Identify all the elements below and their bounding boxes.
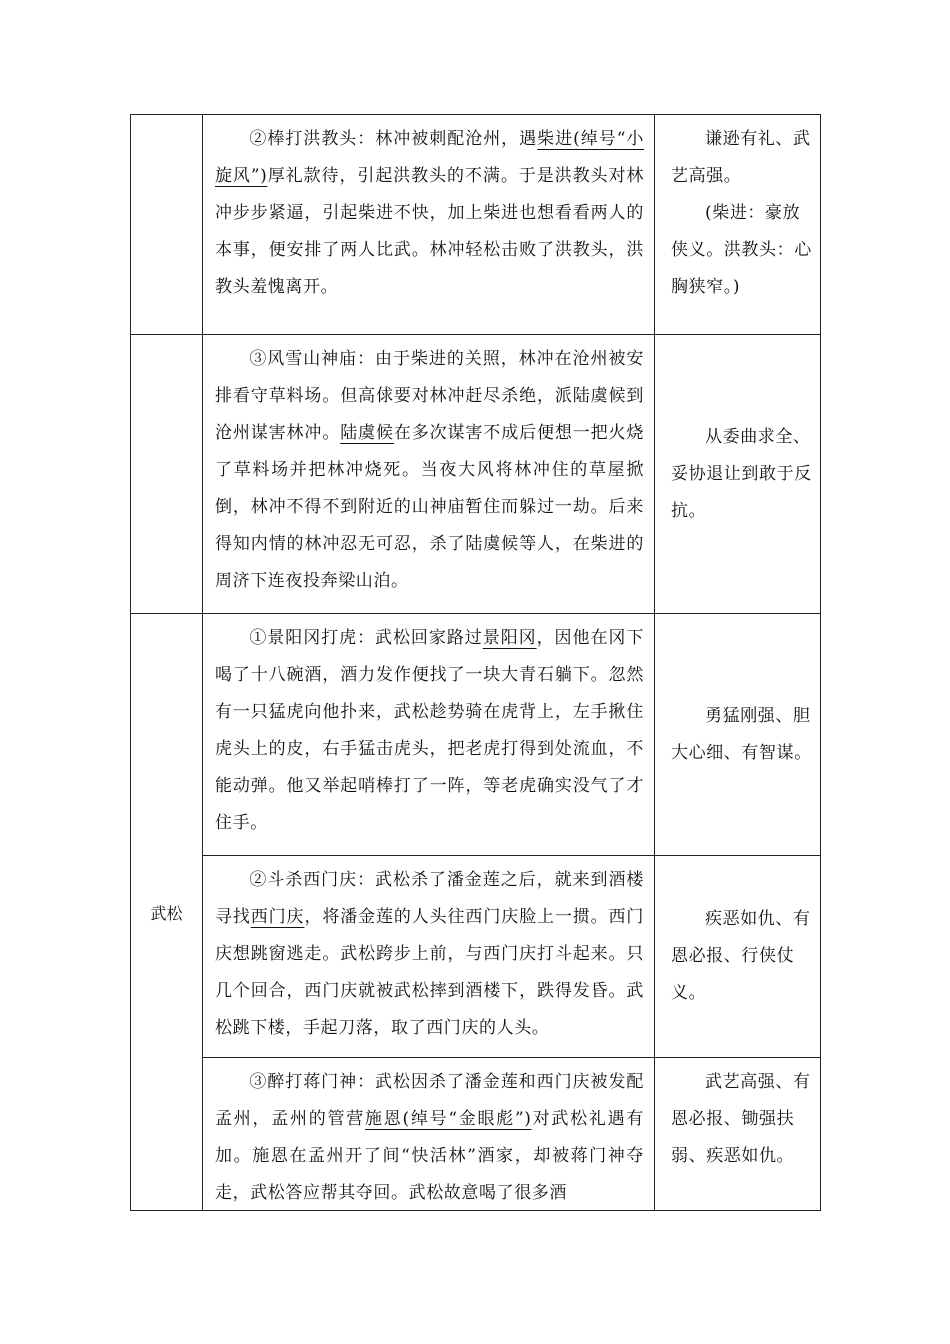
trait-cell [655,335,821,614]
character-table [130,114,821,1211]
story-text: ②斗杀西门庆：武松杀了潘金莲之后，就来到酒楼寻找西门庆，将潘金莲的人头往西门庆脸上一掼。西门庆想跳窗逃走。武松跨步上前，与西门庆打斗起来。只几个回合，西门庆就被武松摔到酒楼下，跌得发昏。武松跳下楼，手起刀落，取了西门庆的人头。 [215,870,645,1038]
story-text: ③风雪山神庙：由于柴进的关照，林冲在沧州被安排看守草料场。但高俅要对林冲赶尽杀绝，派陆虞候到沧州谋害林冲。陆虞候在多次谋害不成后便想一把火烧了草料场并把林冲烧死。当夜大风将林冲住的草屋掀倒，林冲不得不到附近的山神庙暂住而躲过一劫。后来得知内情的林冲忍无可忍，杀了陆虞候等人，在柴进的周济下连夜投奔梁山泊。 [215,349,644,591]
story-text: ②棒打洪教头：林冲被刺配沧州，遇柴进(绰号“小旋风”)厚礼款待，引起洪教头的不满。于是洪教头对林冲步步紧逼，引起柴进不快，加上柴进也想看看两人的本事，便安排了两人比武。林冲轻松击败了洪教头，洪教头羞愧离开。 [215,129,644,297]
underlined-name: 景阳冈 [482,628,537,648]
underlined-name: 陆虞候 [340,423,394,443]
trait-cell [655,856,821,1058]
trait-note: (柴进：豪放侠义。洪教头：心胸狭窄。) [671,203,812,297]
trait-text: 勇猛刚强、胆大心细、有智谋。 [671,705,812,763]
character-name: 武松 [150,903,183,923]
story-text: ①景阳冈打虎：武松回家路过景阳冈，因他在冈下喝了十八碗酒，酒力发作便找了一块大青石躺下。忽然有一只猛虎向他扑来，武松趁势骑在虎背上，左手揪住虎头上的皮，右手猛击虎头，把老虎打得到处流血，不能动弹。他又举起哨棒打了一阵，等老虎确实没气了才住手。 [215,628,644,833]
name-cell [131,614,203,1211]
trait-cell [655,1058,821,1211]
table-row [131,115,821,335]
trait-text: 武艺高强、有恩必报、锄强扶弱、疾恶如仇。 [671,1072,811,1166]
story-cell [203,856,655,1058]
story-cell [203,115,655,335]
name-cell [131,335,203,614]
table-row [131,335,821,614]
trait-text: 从委曲求全、妥协退让到敢于反抗。 [671,426,812,521]
table-row [131,1058,821,1211]
story-text: ③醉打蒋门神：武松因杀了潘金莲和西门庆被发配孟州，孟州的管营施恩(绰号“金眼彪”)对武松礼遇有加。施恩在孟州开了间“快活林”酒家，却被蒋门神夺走，武松答应帮其夺回。武松故意喝了很多酒 [215,1072,644,1203]
trait-cell [655,614,821,856]
story-cell [203,335,655,614]
trait-text: 谦逊有礼、武艺高强。 [671,129,811,186]
trait-text: 疾恶如仇、有恩必报、行侠仗义。 [671,909,811,1003]
underlined-name: 施恩(绰号“金眼彪”) [364,1109,532,1129]
story-cell [203,1058,655,1211]
underlined-name: 柴进(绰号“小旋风”) [215,129,644,186]
trait-cell [655,115,821,335]
table-row [131,856,821,1058]
table-row [131,614,821,856]
story-cell [203,614,655,856]
name-cell [131,115,203,335]
underlined-name: 西门庆 [250,907,305,927]
